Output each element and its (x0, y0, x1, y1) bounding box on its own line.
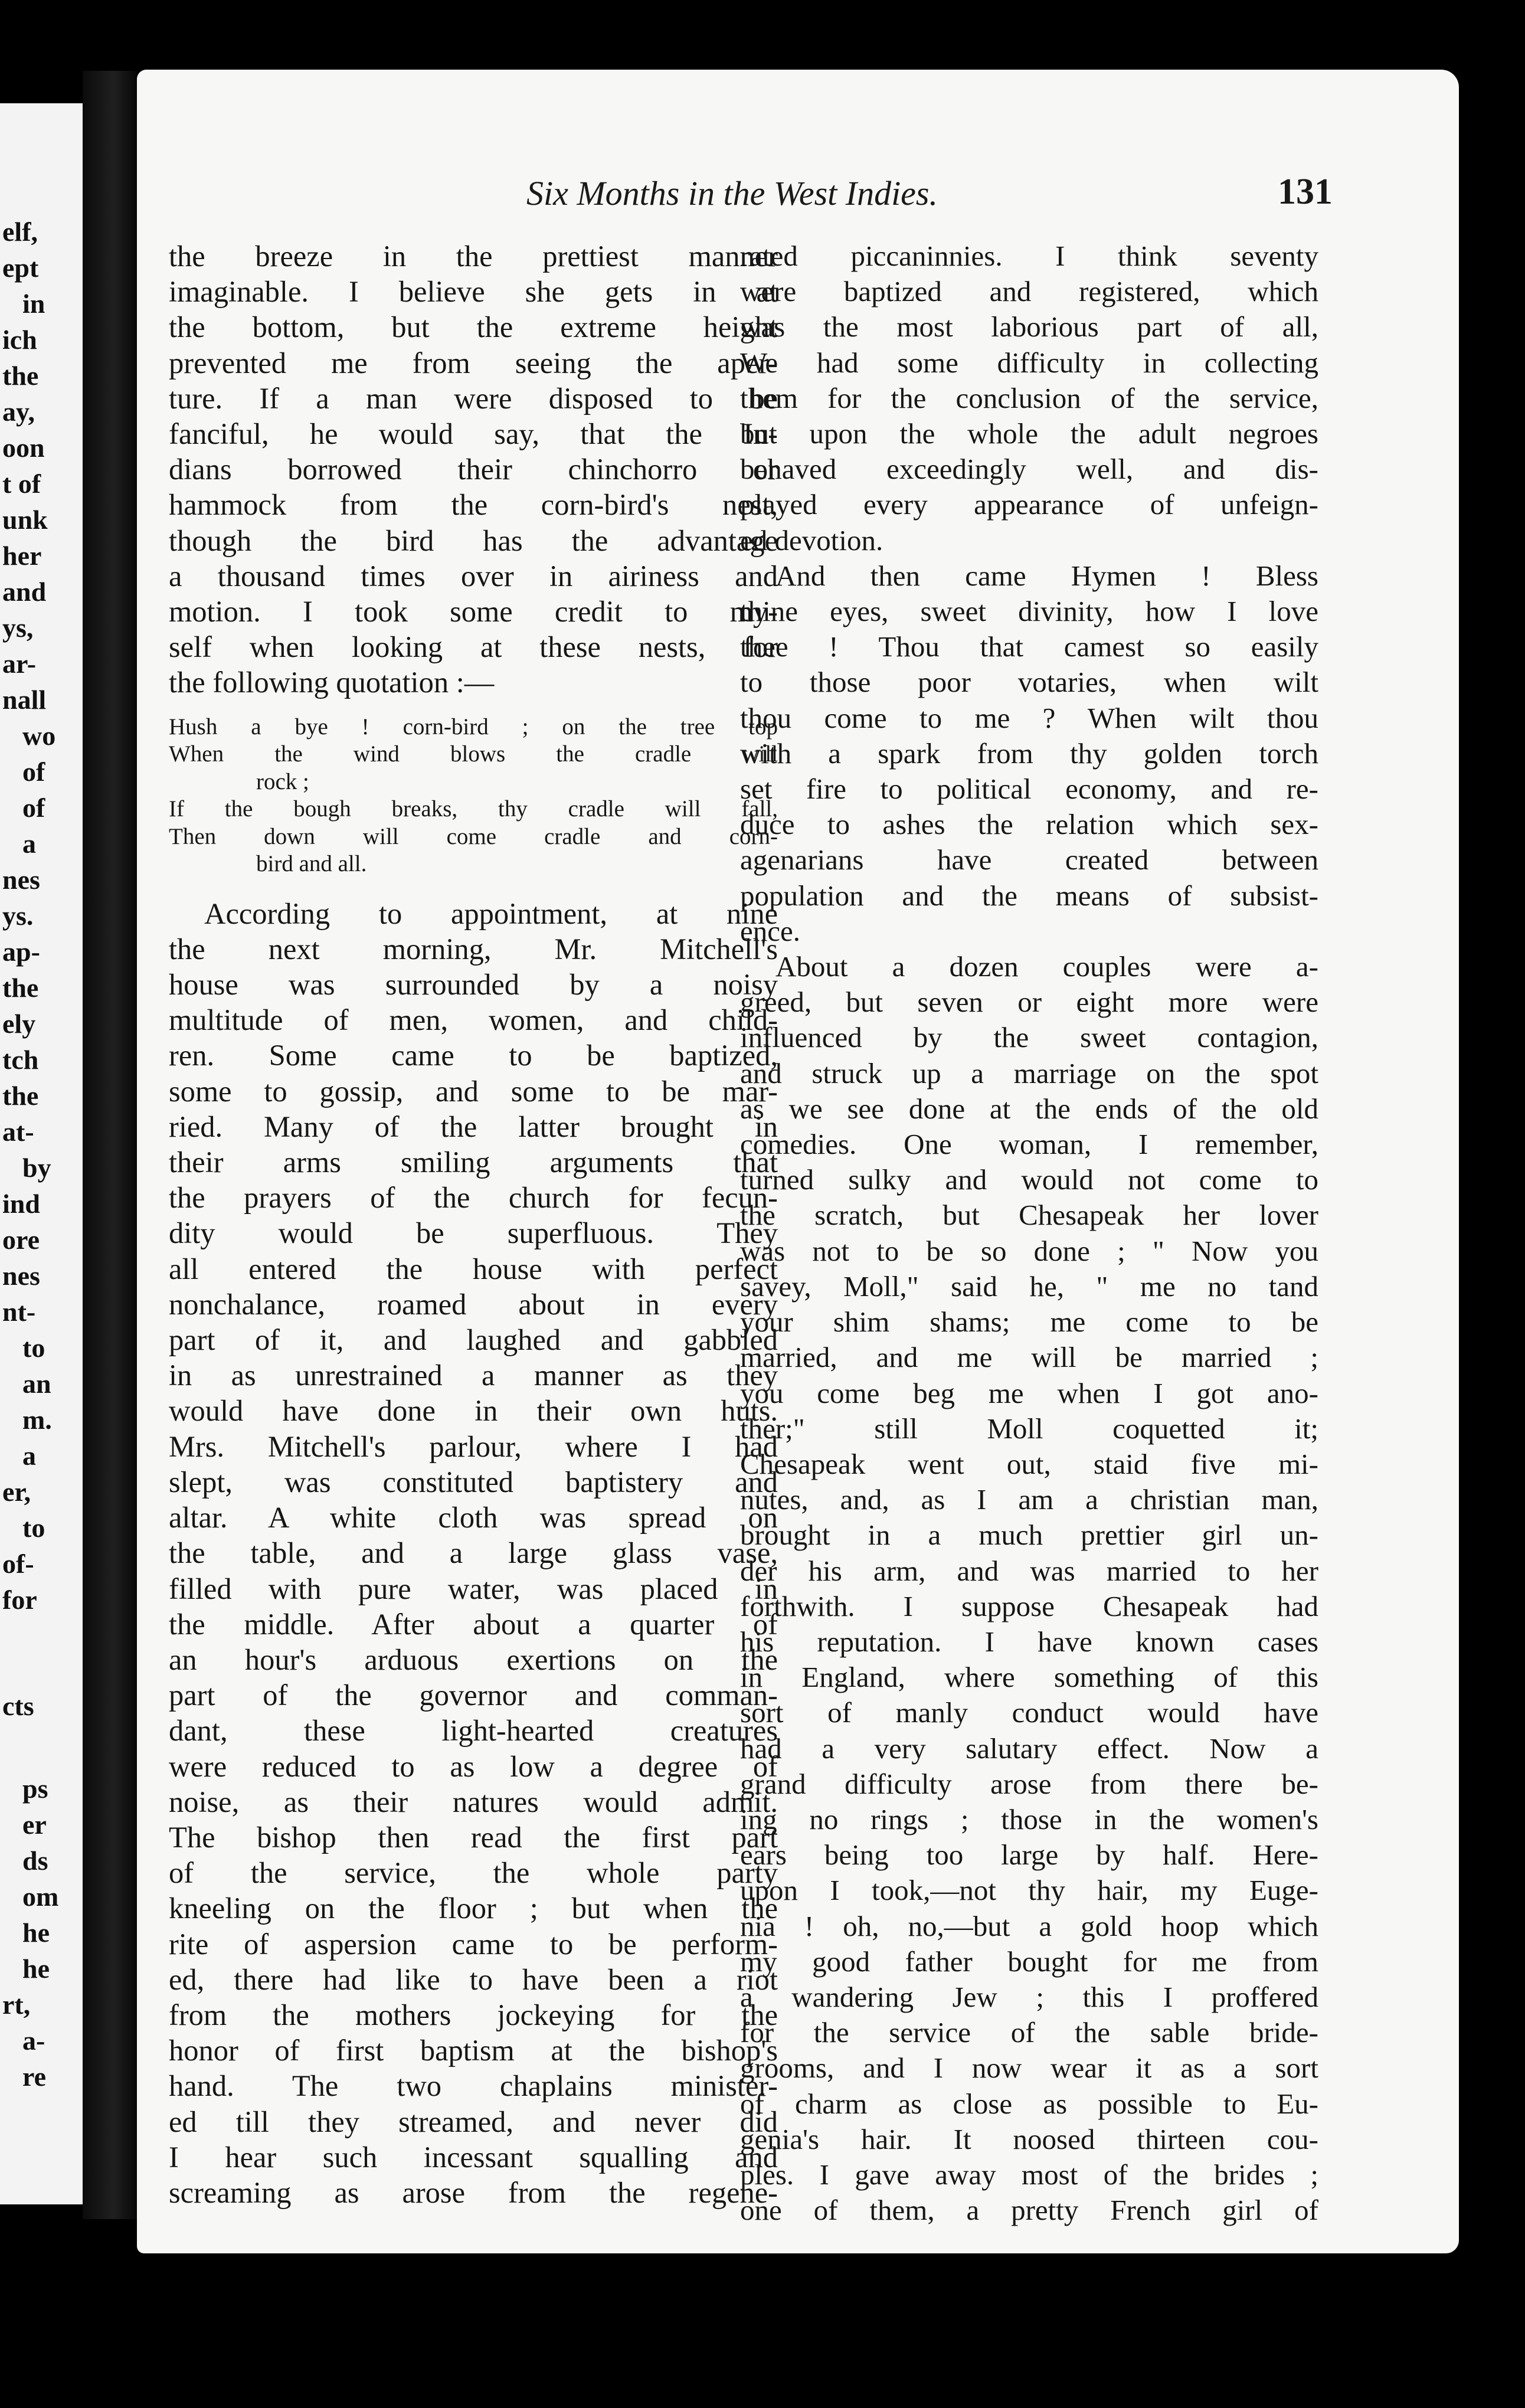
text-line: the table, and a large glass vase, (169, 1536, 778, 1570)
text-line: though the bird has the advantage (169, 524, 778, 557)
text-line: one of them, a pretty French girl of (740, 2194, 1318, 2227)
text-line: behaved exceedingly well, and dis- (740, 453, 1318, 486)
text-line: upon I took,—not thy hair, my Euge- (740, 1874, 1318, 1907)
text-line: would have done in their own huts. (169, 1394, 778, 1428)
facing-page-fragment: an (22, 1369, 51, 1399)
text-line: dant, these light-hearted creatures (169, 1714, 778, 1748)
verse-line: Then down will come cradle and corn- (169, 823, 778, 849)
text-line: Chesapeak went out, staid five mi- (740, 1447, 1318, 1480)
text-line: to those poor votaries, when wilt (740, 666, 1318, 699)
text-line: kneeling on the floor ; but when the (169, 1892, 778, 1925)
verse-line: rock ; (256, 768, 309, 794)
facing-page-fragment: unk (2, 505, 48, 535)
text-line: noise, as their natures would admit. (169, 1785, 778, 1818)
text-line: grand difficulty arose from there be- (740, 1767, 1318, 1800)
text-line: nia ! oh, no,—but a gold hoop which (740, 1909, 1318, 1942)
text-line: some to gossip, and some to be mar- (169, 1074, 778, 1108)
text-line: population and the means of subsist- (740, 879, 1318, 912)
facing-page-fragment: in (22, 289, 45, 319)
text-line: honor of first baptism at the bishop's (169, 2034, 778, 2067)
text-line: a wandering Jew ; this I proffered (740, 1980, 1318, 2013)
facing-page-fragment: wo (22, 721, 56, 751)
facing-page-fragment: om (22, 1882, 59, 1912)
text-line: motion. I took some credit to my- (169, 595, 778, 629)
facing-page-fragment: her (2, 541, 42, 571)
text-line: self when looking at these nests, for (169, 630, 778, 664)
text-line: Mrs. Mitchell's parlour, where I had (169, 1429, 778, 1463)
facing-page-fragment: elf, (2, 217, 38, 247)
facing-page-fragment: the (2, 1081, 39, 1111)
text-line: their arms smiling arguments that (169, 1146, 778, 1179)
book-page (137, 70, 1459, 2253)
text-column-left (169, 238, 778, 2210)
text-line: ed till they streamed, and never did (169, 2105, 778, 2138)
text-line: I hear such incessant squalling and (169, 2140, 778, 2174)
text-line: the following quotation :— (169, 666, 495, 699)
facing-page-fragment: ps (22, 1774, 48, 1804)
text-line: The bishop then read the first part (169, 1820, 778, 1854)
facing-page-fragment: nall (2, 685, 47, 715)
text-line: as we see done at the ends of the old (740, 1092, 1318, 1125)
text-line: was the most laborious part of all, (740, 310, 1318, 343)
facing-page-fragment: ept (2, 253, 39, 283)
text-line: but upon the whole the adult negroes (740, 417, 1318, 450)
text-line: played every appearance of unfeign- (740, 488, 1318, 521)
facing-page-fragment: oon (2, 433, 45, 463)
text-line: rated piccaninnies. I think seventy (740, 240, 1318, 272)
text-line: nutes, and, as I am a christian man, (740, 1483, 1318, 1516)
text-line: part of it, and laughed and gabbled (169, 1323, 778, 1357)
text-line: prevented me from seeing the aper- (169, 346, 778, 379)
text-line: greed, but seven or eight more were (740, 986, 1318, 1019)
facing-page-fragment: ore (2, 1225, 40, 1255)
facing-page-fragment: of- (2, 1549, 34, 1579)
text-line: hand. The two chaplains minister- (169, 2069, 778, 2103)
text-line: your shim shams; me come to be (740, 1306, 1318, 1339)
text-line: set fire to political economy, and re- (740, 773, 1318, 806)
facing-page-fragment: at- (2, 1117, 34, 1147)
text-line: and struck up a marriage on the spot (740, 1056, 1318, 1090)
text-line: of the service, the whole party (169, 1856, 778, 1890)
verse-line: bird and all. (256, 851, 367, 877)
text-line: dians borrowed their chinchorro or (169, 453, 778, 486)
text-line: According to appointment, at nine (204, 897, 778, 930)
facing-page-fragment: ds (22, 1846, 48, 1876)
text-line: We had some difficulty in collecting (740, 346, 1318, 379)
text-line: the bottom, but the extreme height (169, 310, 778, 344)
text-line: ing no rings ; those in the women's (740, 1802, 1318, 1836)
facing-page-fragment: the (2, 361, 39, 391)
facing-page-fragment: and (2, 577, 47, 607)
text-line: an hour's arduous exertions on the (169, 1643, 778, 1676)
text-line: the next morning, Mr. Mitchell's (169, 932, 778, 966)
facing-page-fragment: the (2, 973, 39, 1003)
facing-page-fragment: ay, (2, 397, 35, 427)
text-line: in as unrestrained a manner as they (169, 1359, 778, 1392)
text-line: were reduced to as low a degree of (169, 1749, 778, 1783)
facing-page-fragment: to (22, 1513, 45, 1543)
text-line: influenced by the sweet contagion, (740, 1021, 1318, 1054)
facing-page-fragment: m. (22, 1405, 52, 1435)
book-gutter (83, 71, 139, 2219)
text-line: them for the conclusion of the service, (740, 381, 1318, 414)
facing-page-fragment: ind (2, 1189, 40, 1219)
text-line: in England, where something of this (740, 1661, 1318, 1694)
text-line: ren. Some came to be baptized, (169, 1039, 778, 1072)
text-line: And then came Hymen ! Bless (775, 559, 1318, 592)
text-line: altar. A white cloth was spread on (169, 1501, 778, 1535)
text-line: ed, there had like to have been a riot (169, 1962, 778, 1996)
text-line: ther;" still Moll coquetted it; (740, 1412, 1318, 1445)
page-number: 131 (1278, 172, 1333, 212)
text-line: screaming as arose from the regene- (169, 2175, 778, 2209)
text-line: from the mothers jockeying for the (169, 1998, 778, 2031)
page-header (137, 174, 1459, 221)
text-line: About a dozen couples were a- (775, 950, 1318, 983)
verse-line: When the wind blows the cradle will (169, 741, 778, 767)
facing-page-fragment: to (22, 1333, 45, 1363)
facing-page-fragment: of (22, 757, 45, 787)
facing-page-fragment: nes (2, 865, 40, 895)
text-line: with a spark from thy golden torch (740, 737, 1318, 770)
running-head: Six Months in the West Indies. (526, 174, 938, 212)
paragraph (740, 558, 1318, 949)
facing-page-fragment: a- (22, 2026, 45, 2056)
text-line: der his arm, and was married to her (740, 1554, 1318, 1587)
text-line: fanciful, he would say, that the In- (169, 417, 778, 451)
paragraph (169, 896, 778, 2211)
text-line: comedies. One woman, I remember, (740, 1128, 1318, 1161)
text-line: genia's hair. It noosed thirteen cou- (740, 2122, 1318, 2155)
text-line: rite of aspersion came to be perform- (169, 1927, 778, 1961)
facing-page-fragment: a (22, 1441, 36, 1471)
facing-page-fragment: for (2, 1585, 37, 1615)
facing-page-edge (0, 103, 83, 2204)
text-line: ples. I gave away most of the brides ; (740, 2158, 1318, 2191)
text-line: were baptized and registered, which (740, 275, 1318, 308)
text-line: imaginable. I believe she gets in at (169, 275, 778, 309)
facing-page-fragment: a (22, 829, 36, 859)
text-line: all entered the house with perfect (169, 1252, 778, 1285)
text-line: the breeze in the prettiest manner (169, 240, 778, 273)
text-line: thee ! Thou that camest so easily (740, 630, 1318, 663)
verse-line: If the bough breaks, thy cradle will fall, (169, 796, 778, 822)
facing-page-fragment: he (22, 1918, 50, 1948)
facing-page-fragment: nt- (2, 1297, 36, 1327)
text-line: turned sulky and would not come to (740, 1163, 1318, 1196)
text-line: nonchalance, roamed about in every (169, 1287, 778, 1321)
facing-page-fragment: t of (2, 469, 41, 499)
text-line: forthwith. I suppose Chesapeak had (740, 1589, 1318, 1622)
facing-page-fragment: ar- (2, 649, 37, 679)
facing-page-fragment: er, (2, 1477, 31, 1507)
text-line: the prayers of the church for fecun- (169, 1181, 778, 1215)
text-line: a thousand times over in airiness and (169, 559, 778, 593)
text-line: the scratch, but Chesapeak her lover (740, 1199, 1318, 1232)
text-line: thine eyes, sweet divinity, how I love (740, 595, 1318, 628)
text-line: sort of manly conduct would have (740, 1696, 1318, 1729)
text-line: ture. If a man were disposed to be (169, 381, 778, 415)
text-line: thou come to me ? When wilt thou (740, 701, 1318, 734)
paragraph (169, 238, 778, 701)
text-line: had a very salutary effect. Now a (740, 1732, 1318, 1765)
verse-quotation (169, 714, 778, 878)
text-line: ears being too large by half. Here- (740, 1838, 1318, 1872)
text-line: filled with pure water, was placed in (169, 1572, 778, 1605)
facing-page-fragment: he (22, 1954, 50, 1984)
facing-page-fragment: of (22, 793, 45, 823)
verse-line: Hush a bye ! corn-bird ; on the tree top (169, 714, 778, 740)
facing-page-fragment: re (22, 2062, 47, 2092)
text-column-right (740, 238, 1318, 2228)
facing-page-fragment: ys. (2, 901, 34, 931)
text-line: savey, Moll," said he, " me no tand (740, 1270, 1318, 1303)
text-line: his reputation. I have known cases (740, 1625, 1318, 1658)
facing-page-fragment: ys, (2, 613, 34, 643)
text-line: part of the governor and comman- (169, 1679, 778, 1712)
text-line: ence. (740, 914, 800, 947)
text-line: hammock from the corn-bird's nest, (169, 488, 778, 522)
text-line: agenarians have created between (740, 843, 1318, 876)
text-line: for the service of the sable bride- (740, 2016, 1318, 2049)
text-line: you come beg me when I got ano- (740, 1376, 1318, 1409)
text-line: grooms, and I now wear it as a sort (740, 2052, 1318, 2085)
text-line: married, and me will be married ; (740, 1341, 1318, 1374)
paragraph (740, 949, 1318, 2228)
text-line: house was surrounded by a noisy (169, 968, 778, 1002)
text-line: duce to ashes the relation which sex- (740, 808, 1318, 841)
facing-page-fragment: cts (2, 1691, 34, 1721)
text-line: the middle. After about a quarter of (169, 1607, 778, 1641)
facing-page-fragment: nes (2, 1261, 40, 1291)
text-line: of charm as close as possible to Eu- (740, 2087, 1318, 2120)
text-line: ried. Many of the latter brought in (169, 1110, 778, 1143)
text-line: my good father bought for me from (740, 1945, 1318, 1978)
facing-page-fragment: rt, (2, 1990, 31, 2020)
paragraph (740, 238, 1318, 558)
facing-page-fragment: ely (2, 1009, 36, 1039)
text-line: brought in a much prettier girl un- (740, 1519, 1318, 1552)
text-line: was not to be so done ; " Now you (740, 1234, 1318, 1267)
text-line: slept, was constituted baptistery and (169, 1465, 778, 1499)
text-line: multitude of men, women, and child- (169, 1003, 778, 1037)
text-line: dity would be superfluous. They (169, 1216, 778, 1250)
facing-page-fragment: er (22, 1810, 47, 1840)
facing-page-fragment: tch (2, 1045, 39, 1075)
facing-page-fragment: by (22, 1153, 51, 1183)
facing-page-fragment: ich (2, 325, 37, 355)
facing-page-fragment: ap- (2, 937, 40, 967)
text-line: ed devotion. (740, 524, 883, 557)
